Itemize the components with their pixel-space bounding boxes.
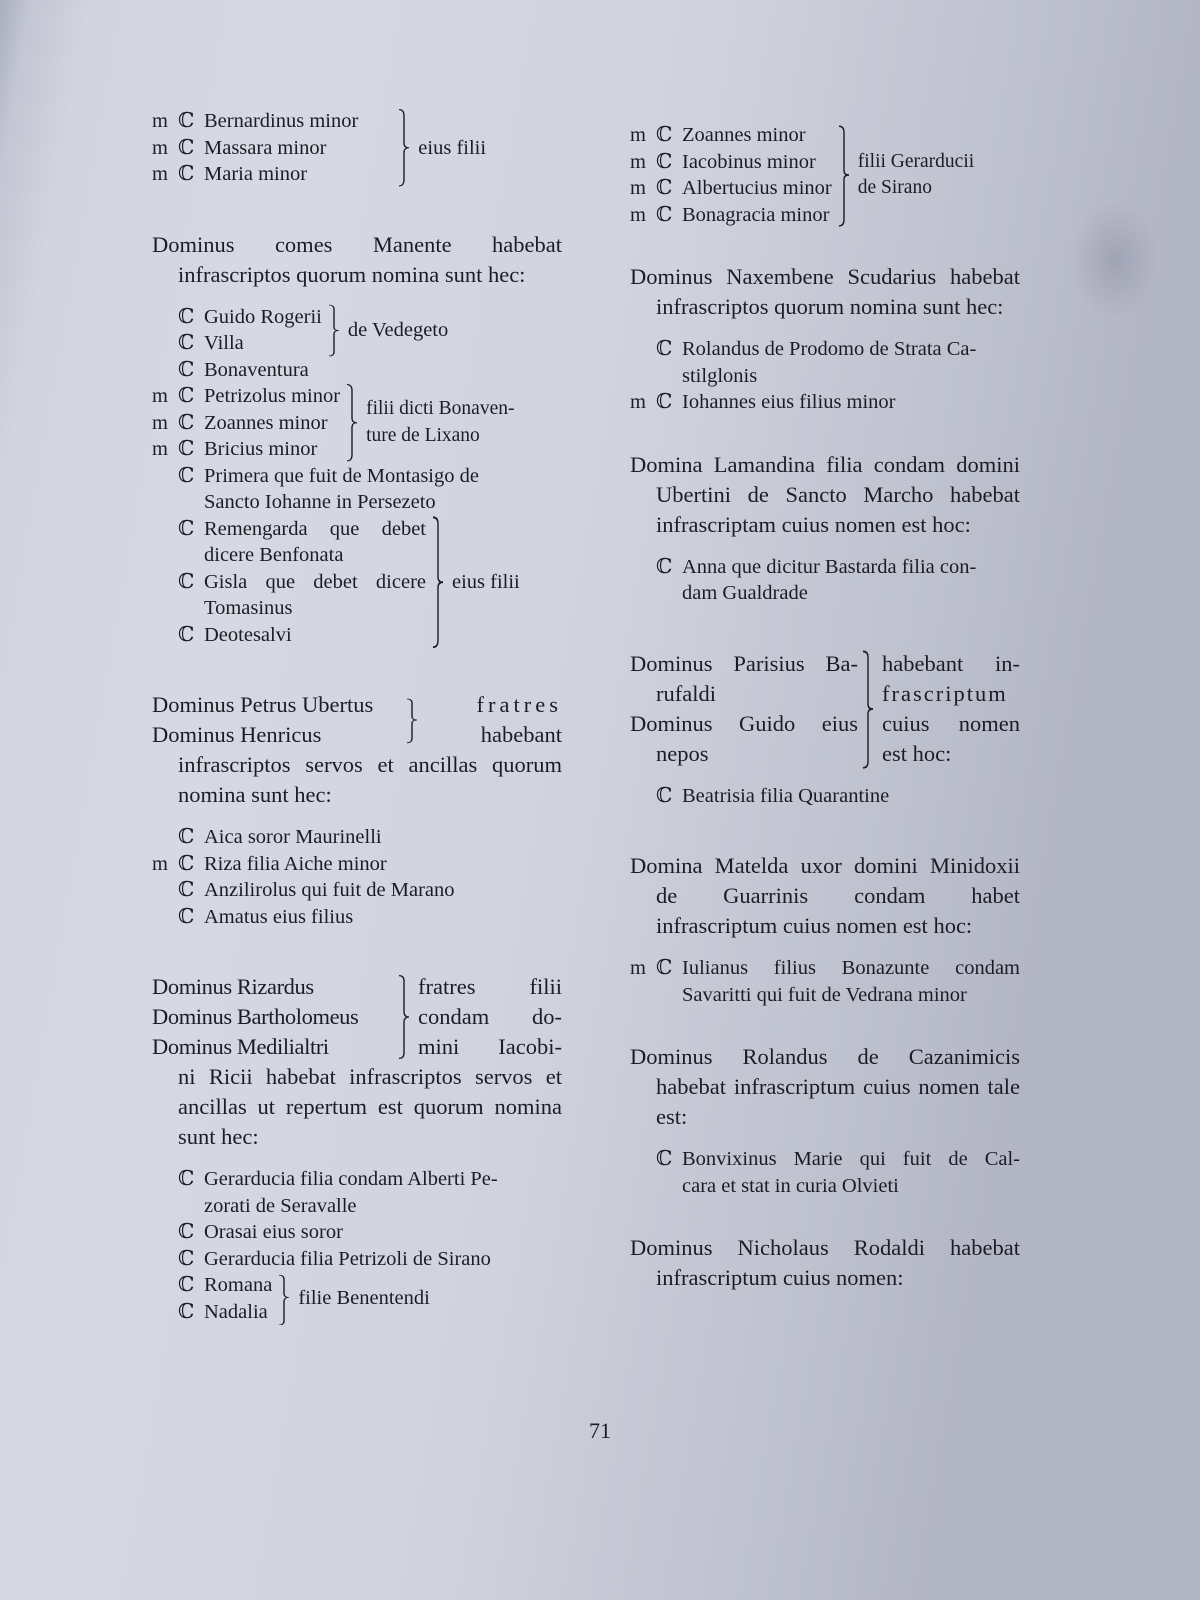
list-item: m ℂ Riza filia Aiche minor [152, 851, 562, 878]
page-number: 71 [589, 1418, 611, 1443]
entry-heading-group: Dominus Rizardus Dominus Bartholomeus Dominus Medilialtri fratres filii condam do- mini Iacobi- [152, 972, 562, 1062]
list-item: m ℂ Zoannes minor [630, 122, 832, 149]
entry-heading: Dominus Rolandus de Cazanimicis habebat infrascriptum cuius nomen tale est: [630, 1044, 1020, 1129]
right-brace-icon [862, 649, 874, 769]
right-brace-icon [398, 972, 410, 1062]
pilcrow-icon: ℂ [178, 623, 195, 646]
list-item: m ℂ Iulianus filius Bonazunte condam Savaritti qui fuit de Vedrana minor [630, 957, 1020, 1006]
pilcrow-icon: ℂ [178, 1168, 195, 1190]
pilcrow-icon: ℂ [656, 203, 673, 226]
entry-heading: Domina Matelda uxor domini Minidoxii de Guarrinis condam habet infrascriptum cuius nomen est hoc: [630, 853, 1020, 938]
pilcrow-icon: ℂ [656, 338, 673, 360]
list-item: ℂ Anzilirolus qui fuit de Marano [152, 877, 562, 904]
list-item: ℂ Amatus eius filius [152, 904, 562, 931]
pilcrow-icon: ℂ [178, 826, 195, 848]
list-item: ℂ Anna que dicitur Bastarda filia con- dam Gualdrade [656, 555, 977, 604]
bracket-group-lixano: m ℂ Petrizolus minor m ℂ Zoannes minor m ℂ Bricius minor filii dicti Bonaven- ture de Lixano [152, 383, 562, 463]
list-item: ℂ Deotesalvi [178, 622, 426, 649]
right-brace-icon [406, 690, 418, 750]
list-item: ℂ Rolandus de Prodomo de Strata Ca- stilglonis [656, 338, 977, 387]
pilcrow-icon: ℂ [656, 957, 673, 979]
pilcrow-icon: ℂ [656, 555, 673, 578]
list-item: m ℂ Maria minor [152, 161, 358, 188]
bracket-group-benentendi: ℂ Romana ℂ Nadalia filie Benentendi [178, 1272, 562, 1325]
left-column: m ℂ Bernardinus minor m ℂ Massara minor m ℂ Maria minor eius filii Dominus comes Manente habebat infrascriptos quorum nomina sunt hec: ℂ Guido Rogerii ℂ Villa de Vedegeto ℂ Bonaventura m ℂ Petrizolus minor m ℂ Zoannes minor m ℂ Bricius minor filii dicti Bonaven- ture de Lixano ℂ Primera que fuit de Montasigo de Sancto Iohanne in Persezeto ℂ Remengarda que debet dicere Benfonata ℂ Gisla que debet dicere Tomasinus ℂ Deotesalvi eius filii Dominus Petrus Ubertus Dominus Henricus fratres habebant infrascriptos servos et ancillas quorum nomina sunt hec: ℂ Aica soror Maurinelli m ℂ Riza filia Aiche minor ℂ Anzilirolus qui fuit de Marano ℂ Amatus eius filius Dominus Rizardus Dominus Bartholomeus Dominus Medilialtri fratres filii condam do- mini Iacobi- ni Ricii habebat infrascriptos servos et ancillas ut repertum est quorum nomina sunt hec: ℂ Gerarducia filia condam Alberti Pe- zorati de Seravalle ℂ Orasai eius soror ℂ Gerarducia filia Petrizoli de Sirano ℂ Romana ℂ Nadalia filie Benentendi [152, 108, 562, 1325]
pilcrow-icon: ℂ [178, 879, 195, 901]
list-item: ℂ Beatrisia filia Quarantine [630, 783, 1020, 810]
right-brace-icon [328, 304, 340, 357]
list-item: m ℂ Iohannes eius filius minor [630, 389, 1020, 416]
list-item: ℂ Bonaventura [178, 357, 562, 384]
pilcrow-icon: ℂ [178, 570, 195, 593]
list-item: ℂ Bonvixinus Marie qui fuit de Cal- cara et stat in curia Olvieti [656, 1148, 1020, 1197]
pilcrow-icon: ℂ [178, 163, 195, 185]
pilcrow-icon: ℂ [178, 358, 195, 381]
pilcrow-icon: ℂ [656, 150, 673, 173]
bracket-group-vedegeto: ℂ Guido Rogerii ℂ Villa de Vedegeto [178, 304, 562, 357]
list-item: ℂ Primera que fuit de Montasigo de Sancto Iohanne in Persezeto [178, 464, 479, 513]
pilcrow-icon: ℂ [178, 438, 195, 460]
pilcrow-icon: ℂ [656, 124, 673, 146]
list-item: ℂ Remengarda que debet dicere Benfonata [178, 517, 426, 566]
list-item: ℂ Romana [178, 1272, 272, 1299]
entry-heading: Domina Lamandina filia condam domini Ubertini de Sancto Marcho habebat infrascriptam cuius nomen est hoc: [630, 451, 1020, 537]
bracket-group-eius-filii: m ℂ Bernardinus minor m ℂ Massara minor m ℂ Maria minor eius filii [152, 108, 562, 188]
list-item: m ℂ Iacobinus minor [630, 149, 832, 176]
pilcrow-icon: ℂ [178, 1221, 195, 1243]
pilcrow-icon: ℂ [178, 332, 195, 354]
pilcrow-icon: ℂ [656, 391, 673, 413]
list-item: ℂ Nadalia [178, 1299, 272, 1326]
pilcrow-icon: ℂ [178, 136, 195, 159]
pilcrow-icon: ℂ [178, 905, 195, 928]
list-item: ℂ Gisla que debet dicere Tomasinus [178, 570, 426, 619]
list-item: ℂ Gerarducia filia Petrizoli de Sirano [178, 1246, 562, 1273]
list-item: ℂ Villa [178, 330, 322, 357]
list-item: m ℂ Zoannes minor [152, 410, 340, 437]
entry-heading-group: Dominus Parisius Ba- rufaldi Dominus Guido eius nepos habebant in- frascriptum cuius nomen est hoc: [630, 649, 1020, 769]
list-item: ℂ Aica soror Maurinelli [152, 824, 562, 851]
right-brace-icon [346, 383, 358, 463]
entry-heading-group: Dominus Petrus Ubertus Dominus Henricus fratres habebant [152, 690, 562, 750]
pilcrow-icon: ℂ [178, 517, 195, 540]
pilcrow-icon: ℂ [656, 784, 673, 807]
list-item: ℂ Guido Rogerii [178, 304, 322, 331]
pilcrow-icon: ℂ [178, 385, 195, 407]
list-item: m ℂ Bonagracia minor [630, 202, 832, 229]
entry-heading: Dominus Naxembene Scudarius habebat infrascriptos quorum nomina sunt hec: [630, 264, 1020, 319]
pilcrow-icon: ℂ [178, 1247, 195, 1270]
pilcrow-icon: ℂ [178, 464, 195, 487]
entry-heading: Dominus Nicholaus Rodaldi habebat infrascriptum cuius nomen: [630, 1235, 1020, 1290]
right-brace-icon [398, 108, 410, 188]
paper-stain [1070, 200, 1160, 320]
right-brace-icon [432, 516, 444, 649]
list-item: ℂ Orasai eius soror [178, 1219, 562, 1246]
list-item: ℂ Gerarducia filia condam Alberti Pe- zorati de Seravalle [178, 1168, 498, 1217]
pilcrow-icon: ℂ [656, 1148, 673, 1170]
list-item: m ℂ Albertucius minor [630, 175, 832, 202]
pilcrow-icon: ℂ [178, 411, 195, 434]
list-item: m ℂ Massara minor [152, 135, 358, 162]
pilcrow-icon: ℂ [178, 852, 195, 875]
bracket-group-gerarducii: m ℂ Zoannes minor m ℂ Iacobinus minor m ℂ Albertucius minor m ℂ Bonagracia minor filii Gerarducii de Sirano [630, 122, 1020, 228]
entry-heading: Dominus comes Manente habebat infrascriptos quorum nomina sunt hec: [152, 231, 562, 287]
right-brace-icon [838, 122, 850, 228]
pilcrow-icon: ℂ [656, 177, 673, 199]
list-item: m ℂ Bernardinus minor [152, 108, 358, 135]
pilcrow-icon: ℂ [178, 110, 195, 132]
right-brace-icon [278, 1272, 290, 1325]
pilcrow-icon: ℂ [178, 305, 195, 328]
right-column [630, 122, 1020, 1293]
bracket-group-eius-filii-2: ℂ Remengarda que debet dicere Benfonata ℂ Gisla que debet dicere Tomasinus ℂ Deotesalvi eius filii [178, 516, 562, 649]
list-item: m ℂ Bricius minor [152, 436, 340, 463]
list-item: m ℂ Petrizolus minor [152, 383, 340, 410]
pilcrow-icon: ℂ [178, 1300, 195, 1323]
pilcrow-icon: ℂ [178, 1274, 195, 1296]
